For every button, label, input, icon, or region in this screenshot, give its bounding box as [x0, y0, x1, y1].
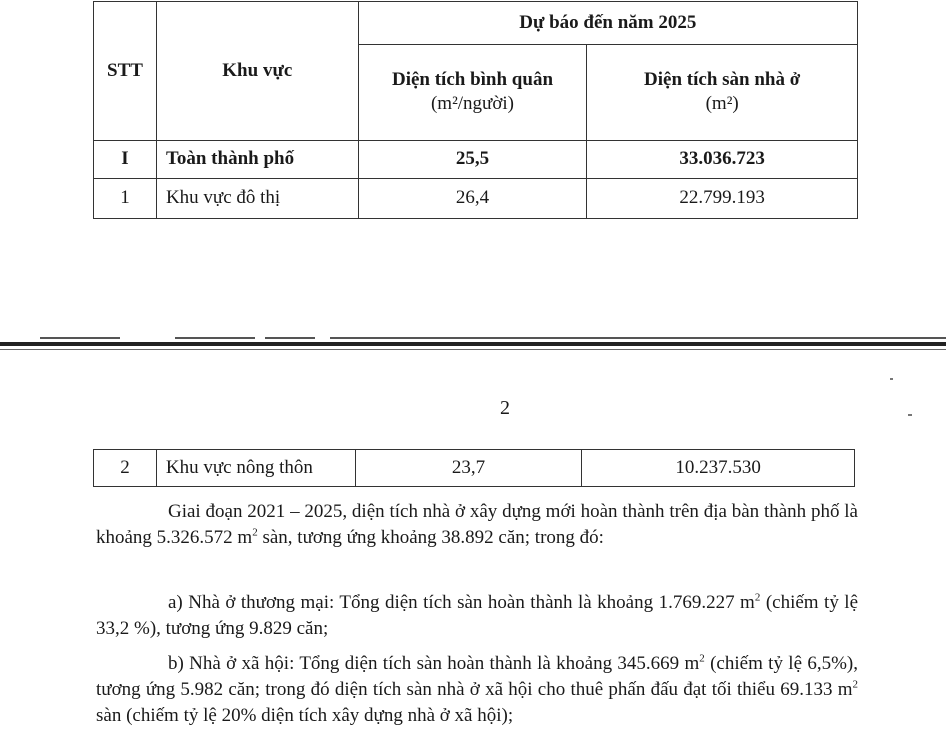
- scan-artifact: [890, 378, 893, 380]
- row-avg: 25,5: [358, 140, 587, 178]
- table-row: [94, 178, 858, 218]
- page-number: 2: [500, 397, 510, 419]
- row-area: Khu vực đô thị: [156, 178, 358, 218]
- row-area: Toàn thành phố: [156, 140, 358, 178]
- paragraph-b: b) Nhà ở xã hội: Tổng diện tích sàn hoàn thành là khoảng 345.669 $m^2$ (chiếm tỷ lệ 6,5%), tương ứng 5.982 căn; trong đó diện tích sàn nhà ở xã hội cho thuê phấn đấu đạt tối thiểu 69.133 $m^2$ sàn (chiếm tỷ lệ 20% diện tích xây dựng nhà ở xã hội);: [96, 652, 858, 726]
- table-row: [94, 450, 855, 487]
- header-floor-area-label: Diện tích sàn nhà ở: [644, 69, 801, 91]
- page-break-line-thin: [0, 349, 946, 350]
- row-floor: 10.237.530: [582, 450, 855, 487]
- header-avg-area-unit: (m²/người): [430, 93, 515, 115]
- paragraph-a: a) Nhà ở thương mại: Tổng diện tích sàn hoàn thành là khoảng 1.769.227 $m^2$ (chiếm tỷ lệ 33,2 %), tương ứng 9.829 căn;: [96, 591, 859, 639]
- housing-forecast-table-continued: [93, 449, 855, 487]
- page-break-line: [0, 342, 946, 346]
- row-stt: 2: [94, 450, 157, 487]
- row-stt: I: [94, 140, 157, 178]
- row-area: Khu vực nông thôn: [156, 450, 355, 487]
- row-floor: 33.036.723: [587, 140, 858, 178]
- header-floor-area-unit: (m²): [705, 93, 739, 115]
- header-stt: STT: [94, 2, 157, 141]
- header-floor-area: [587, 45, 858, 140]
- row-stt: 1: [94, 178, 157, 218]
- housing-forecast-table: [93, 1, 858, 219]
- header-forecast-2025: Dự báo đến năm 2025: [358, 2, 857, 45]
- scan-artifact: [175, 337, 255, 339]
- header-area: Khu vực: [156, 2, 358, 141]
- row-avg: 26,4: [358, 178, 587, 218]
- header-avg-area: [358, 45, 587, 140]
- header-avg-area-label: Diện tích bình quân: [391, 69, 554, 91]
- scan-artifact: [330, 337, 946, 339]
- row-avg: 23,7: [355, 450, 582, 487]
- scan-artifact: [40, 337, 120, 339]
- row-floor: 22.799.193: [587, 178, 858, 218]
- scan-artifact: [265, 337, 315, 339]
- intro-paragraph: Giai đoạn 2021 – 2025, diện tích nhà ở xây dựng mới hoàn thành trên địa bàn thành phố là khoảng 5.326.572 $m^2$ sàn, tương ứng khoảng 38.892 căn; trong đó:: [96, 501, 858, 548]
- table-row: [94, 140, 858, 178]
